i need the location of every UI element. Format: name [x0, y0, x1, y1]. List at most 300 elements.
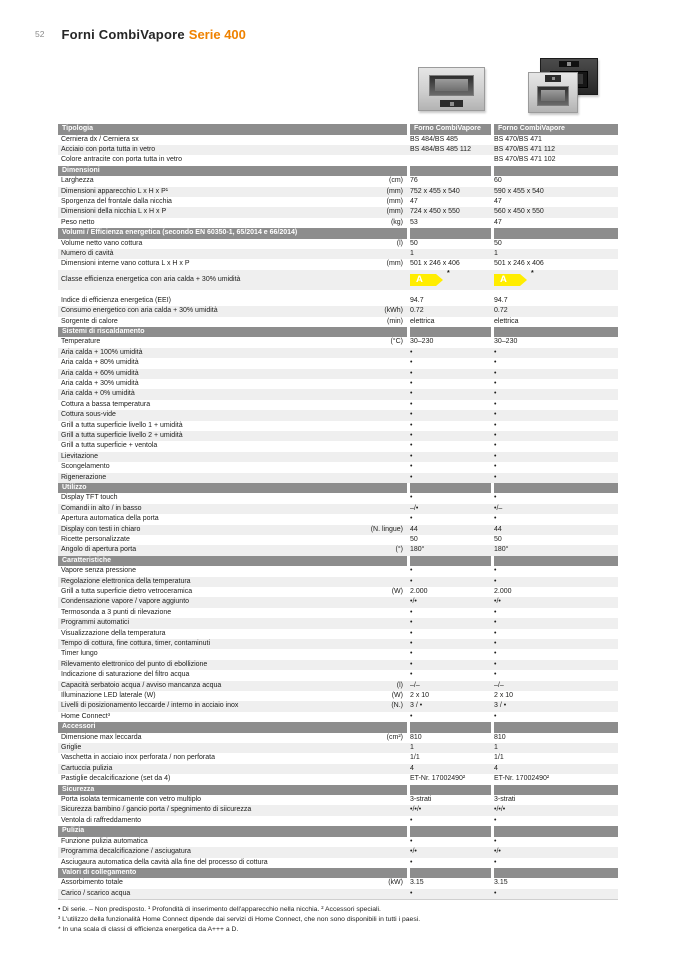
spec-table: [58, 124, 618, 900]
spec-row: [58, 379, 618, 389]
spec-row: [58, 218, 618, 228]
spec-value-2: 94.7: [494, 296, 508, 304]
spec-value-2: BS 470/BS 471 112: [494, 145, 555, 153]
spec-value-1: 180°: [410, 546, 425, 554]
oven-control-panel: [559, 61, 578, 67]
spec-unit: (mm): [386, 260, 403, 268]
spec-label: Livelli di posizionamento leccarde / interno in acciaio inox: [61, 702, 239, 710]
spec-value-2: –/–: [494, 681, 504, 689]
spec-row: [58, 337, 618, 347]
spec-row: [58, 535, 618, 545]
spec-row: [58, 493, 618, 503]
column-header: [494, 327, 618, 338]
spec-label: Grill a tutta superficie dietro vetroceramica: [61, 588, 193, 596]
spec-row: [58, 878, 618, 888]
spec-value-1: •: [410, 837, 413, 845]
spec-row: [58, 545, 618, 555]
spec-unit: [344, 816, 407, 826]
spec-value-2: 1: [494, 744, 498, 752]
spec-value-1: •: [410, 889, 413, 897]
spec-value-1: •: [410, 816, 413, 824]
spec-unit: [344, 358, 407, 368]
spec-value-2: •: [494, 463, 497, 471]
spec-row: [58, 691, 618, 701]
spec-value-1: •: [410, 442, 413, 450]
column-header: [410, 228, 491, 239]
spec-value-1: 50: [410, 239, 418, 247]
table-bottom-rule: [58, 899, 618, 900]
spec-unit: (°): [395, 546, 403, 554]
spec-value-2: elettrica: [494, 317, 519, 325]
column-header: [494, 868, 618, 879]
spec-value-1: •: [410, 712, 413, 720]
spec-unit: [344, 504, 407, 514]
section-title: Utilizzo: [58, 483, 407, 494]
spec-value-1: –/–: [410, 681, 420, 689]
spec-value-1: –/•: [410, 504, 419, 512]
column-header: [494, 556, 618, 567]
spec-unit: (l): [396, 239, 403, 247]
spec-unit: (N.): [391, 702, 403, 710]
spec-value-1: •: [410, 650, 413, 658]
spec-row: [58, 155, 618, 165]
spec-value-1: •: [410, 858, 413, 866]
spec-value-2: •: [494, 816, 497, 824]
column-header: [410, 868, 491, 879]
spec-row: [58, 473, 618, 483]
energy-class-letter: A: [500, 273, 507, 285]
spec-value-1: •: [410, 390, 413, 398]
column-header: [410, 785, 491, 796]
spec-row: [58, 197, 618, 207]
spec-label: Pastiglie decalcificazione (set da 4): [61, 775, 171, 783]
section-header-pulizia: [58, 826, 618, 837]
spec-unit: [344, 493, 407, 503]
oven-control-panel: [545, 75, 561, 82]
product-photos: [400, 55, 620, 117]
spec-value-1: •: [410, 369, 413, 377]
column-header: [410, 483, 491, 494]
spec-label: Cartuccia pulizia: [61, 764, 113, 772]
section-title: Sistemi di riscaldamento: [58, 327, 407, 338]
spec-unit: [344, 618, 407, 628]
spec-row: [58, 618, 618, 628]
spec-value-2: 60: [494, 177, 502, 185]
spec-row: [58, 239, 618, 249]
spec-unit: [344, 805, 407, 815]
spec-unit: (kg): [390, 218, 403, 226]
spec-row: [58, 774, 618, 784]
spec-label: Dimensioni interne vano cottura L x H x P: [61, 260, 190, 268]
spec-row: [58, 587, 618, 597]
section-header-accessori: [58, 722, 618, 733]
spec-label: Illuminazione LED laterale (W): [61, 691, 156, 699]
spec-value-1: •/•: [410, 598, 417, 606]
spec-label: Funzione pulizia automatica: [61, 837, 148, 845]
spec-row: [58, 358, 618, 368]
spec-label: Display TFT touch: [61, 494, 118, 502]
spec-value-1: 2 x 10: [410, 691, 430, 699]
spec-unit: [344, 847, 407, 857]
section-title: Tipologia: [58, 124, 407, 135]
spec-label: Capacità serbatoio acqua / avviso mancanza acqua: [61, 681, 222, 689]
spec-row: [58, 452, 618, 462]
spec-value-1: •: [410, 577, 413, 585]
spec-label: Aria calda + 0% umidità: [61, 390, 135, 398]
spec-row: [58, 816, 618, 826]
spec-row: [58, 369, 618, 379]
spec-value-2: •: [494, 421, 497, 429]
spec-row: [58, 462, 618, 472]
spec-value-1: •: [410, 660, 413, 668]
spec-unit: (W): [391, 588, 403, 596]
spec-value-2: •: [494, 411, 497, 419]
spec-unit: [344, 889, 407, 899]
column-header: [410, 826, 491, 837]
spec-label: Vaschetta in acciaio inox perforata / non perforata: [61, 754, 215, 762]
spec-row: [58, 670, 618, 680]
spec-unit: (cm²): [386, 733, 403, 741]
column-header: [494, 722, 618, 733]
spec-value-1: •: [410, 494, 413, 502]
spec-row: [58, 306, 618, 316]
spec-value-2: •: [494, 494, 497, 502]
spec-unit: [344, 421, 407, 431]
spec-value-1: •/•/•: [410, 806, 422, 814]
spec-value-2: •: [494, 629, 497, 637]
spec-row: [58, 889, 618, 899]
spec-value-2: BS 470/BS 471 102: [494, 156, 556, 164]
spec-unit: [344, 577, 407, 587]
energy-class-letter: A: [416, 273, 423, 285]
spec-label: Condensazione vapore / vapore aggiunto: [61, 598, 190, 606]
spec-row: [58, 317, 618, 327]
spec-row: [58, 733, 618, 743]
spec-value-2: 44: [494, 525, 502, 533]
section-title: Caratteristiche: [58, 556, 407, 567]
spec-value-1: •: [410, 515, 413, 523]
spec-value-1: 47: [410, 197, 418, 205]
spec-label: Aria calda + 80% umidità: [61, 359, 139, 367]
spec-row: [58, 400, 618, 410]
spec-unit: [344, 135, 407, 145]
spec-value-2: •: [494, 712, 497, 720]
spec-value-2: •: [494, 380, 497, 388]
spec-unit: [344, 639, 407, 649]
spec-value-2: [491, 269, 618, 286]
spec-value-2: •: [494, 400, 497, 408]
spec-value-1: 0.72: [410, 307, 424, 315]
spec-unit: [344, 462, 407, 472]
spec-row: [58, 837, 618, 847]
spec-unit: [344, 858, 407, 868]
spec-value-1: 53: [410, 218, 418, 226]
section-title: Valori di collegamento: [58, 868, 407, 879]
column-header: [494, 166, 618, 177]
spec-label: Numero di cavità: [61, 250, 114, 258]
spec-value-2: •/•: [494, 848, 501, 856]
spec-unit: [344, 400, 407, 410]
spec-value-1: 3.15: [410, 879, 424, 887]
spec-unit: [344, 660, 407, 670]
spec-unit: [344, 774, 407, 784]
spec-value-2: •: [494, 515, 497, 523]
spec-value-1: •: [410, 463, 413, 471]
spec-row: [58, 259, 618, 269]
spec-value-1: •: [410, 640, 413, 648]
spec-unit: (mm): [386, 208, 403, 216]
spec-label: Porta isolata termicamente con vetro multiplo: [61, 796, 202, 804]
spec-unit: (mm): [386, 197, 403, 205]
spec-row: [58, 207, 618, 217]
spec-value-1: BS 484/BS 485 112: [410, 145, 471, 153]
spec-label: Scongelamento: [61, 463, 110, 471]
page-number: 52: [35, 29, 45, 39]
energy-note-mark: *: [447, 269, 450, 277]
spec-value-1: 4: [410, 764, 414, 772]
spec-value-1: 1/1: [410, 754, 420, 762]
spec-value-2: •: [494, 660, 497, 668]
spec-row: [58, 410, 618, 420]
spec-label: Colore antracite con porta tutta in vetro: [61, 156, 183, 164]
spec-label: Grill a tutta superficie livello 2 + umidità: [61, 431, 183, 439]
spec-value-2: ET-Nr. 17002490²: [494, 775, 550, 783]
spec-row: [58, 577, 618, 587]
spec-unit: [344, 441, 407, 451]
spec-value-1: •: [410, 359, 413, 367]
spec-row: [58, 270, 618, 290]
section-header-dimensioni: [58, 166, 618, 177]
spec-value-1: •: [410, 411, 413, 419]
footnote-line: * In una scala di classi di efficienza energetica da A+++ a D.: [58, 926, 239, 933]
spec-label: Ventola di raffreddamento: [61, 816, 142, 824]
spec-unit: [344, 514, 407, 524]
spec-label: Tempo di cottura, fine cottura, timer, contaminuti: [61, 640, 211, 648]
spec-value-2: 2 x 10: [494, 691, 514, 699]
spec-label: Asciugaura automatica della cavità alla fine del processo di cottura: [61, 858, 268, 866]
spec-value-1: •: [410, 421, 413, 429]
spec-unit: [344, 712, 407, 722]
spec-value-2: •: [494, 390, 497, 398]
spec-value-1: [407, 269, 491, 286]
column-header: [410, 722, 491, 733]
spec-unit: [344, 249, 407, 259]
column-header: [494, 785, 618, 796]
spec-label: Angolo di apertura porta: [61, 546, 137, 554]
spec-row: [58, 348, 618, 358]
spec-value-1: 1: [410, 250, 414, 258]
spec-row: [58, 764, 618, 774]
page-header: [35, 26, 246, 44]
spec-row: [58, 514, 618, 524]
spec-value-2: •: [494, 348, 497, 356]
spec-label: Rigenerazione: [61, 473, 107, 481]
spec-value-2: 501 x 246 x 406: [494, 260, 544, 268]
spec-unit: [344, 535, 407, 545]
spec-unit: [344, 597, 407, 607]
spec-value-1: •: [410, 671, 413, 679]
spec-label: Indicazione di saturazione del filtro acqua: [61, 671, 190, 679]
spec-label: Comandi in alto / in basso: [61, 504, 142, 512]
spec-unit: [344, 155, 407, 165]
spec-label: Regolazione elettronica della temperatura: [61, 577, 191, 585]
spec-value-2: •: [494, 431, 497, 439]
spec-value-1: 50: [410, 536, 418, 543]
spec-value-2: •: [494, 567, 497, 575]
column-header: [494, 483, 618, 494]
section-title: Volumi / Efficienza energetica (secondo EN 60350-1, 65/2014 e 66/2014): [58, 228, 407, 239]
section-header-volumi-efficienza-energetica: [58, 228, 618, 239]
energy-class-badge: [494, 269, 534, 286]
product-photo-bs470-steel-oven: [528, 72, 578, 113]
spec-value-1: 3 / •: [410, 702, 423, 710]
spec-value-1: •: [410, 348, 413, 356]
section-title: Dimensioni: [58, 166, 407, 177]
oven-door-glass: [429, 75, 473, 96]
spec-label: Visualizzazione della temperatura: [61, 629, 166, 637]
spec-unit: [344, 431, 407, 441]
spec-value-2: •/•: [494, 598, 501, 606]
spec-label: Assorbimento totale: [61, 879, 123, 887]
spec-unit: [344, 837, 407, 847]
spec-value-1: 30–230: [410, 338, 434, 346]
spec-value-1: ET-Nr. 17002490²: [410, 775, 466, 783]
spec-unit: [344, 753, 407, 763]
section-header-sistemi-di-riscaldamento: [58, 327, 618, 338]
spec-row: [58, 858, 618, 868]
spec-label: Cottura sous-vide: [61, 411, 116, 419]
spec-label: Aria calda + 60% umidità: [61, 369, 139, 377]
spec-unit: [344, 296, 407, 306]
spec-unit: [344, 743, 407, 753]
spec-row: [58, 135, 618, 145]
spec-value-2: 810: [494, 733, 506, 741]
spec-label: Larghezza: [61, 177, 94, 185]
spec-value-1: 1: [410, 744, 414, 752]
spec-row: [58, 847, 618, 857]
page-title-series: Serie 400: [188, 27, 246, 42]
oven-control-panel: [440, 100, 462, 107]
spec-row: [58, 712, 618, 722]
spec-row: [58, 187, 618, 197]
spec-value-1: BS 484/BS 485: [410, 135, 458, 143]
energy-note-mark: *: [531, 269, 534, 277]
spec-unit: [344, 452, 407, 462]
spec-unit: [344, 629, 407, 639]
spec-row: [58, 701, 618, 711]
spec-label: Lievitazione: [61, 452, 98, 460]
spec-value-2: 3.15: [494, 879, 508, 887]
spec-value-1: •: [410, 380, 413, 388]
spec-label: Indice di efficienza energetica (EEI): [61, 296, 171, 304]
spec-label: Ricette personalizzate: [61, 536, 130, 543]
spec-label: Cerniera dx / Cerniera sx: [61, 135, 139, 143]
spec-value-2: •: [494, 619, 497, 627]
spec-unit: [344, 649, 407, 659]
spec-row: [58, 639, 618, 649]
spec-value-2: 1/1: [494, 754, 504, 762]
spec-unit: [344, 566, 407, 576]
spec-label: Volume netto vano cottura: [61, 239, 143, 247]
spec-label: Griglie: [61, 744, 82, 752]
spec-row: [58, 389, 618, 399]
spec-row: [58, 649, 618, 659]
page-title: Forni CombiVapore: [61, 27, 185, 42]
spec-value-1: •: [410, 619, 413, 627]
spec-label: Carico / scarico acqua: [61, 889, 131, 897]
spec-value-2: 47: [494, 218, 502, 226]
spec-value-1: •: [410, 400, 413, 408]
column-header: [410, 166, 491, 177]
spec-value-2: 47: [494, 197, 502, 205]
spec-unit: [344, 369, 407, 379]
spec-value-1: 76: [410, 177, 418, 185]
spec-value-2: 3 / •: [494, 702, 507, 710]
spec-value-2: 1: [494, 250, 498, 258]
section-header-caratteristiche: [58, 556, 618, 567]
spec-label: Aria calda + 100% umidità: [61, 348, 143, 356]
section-header-tipologia: [58, 124, 618, 135]
spec-value-2: •: [494, 608, 497, 616]
spec-value-2: 0.72: [494, 307, 508, 315]
section-title: Sicurezza: [58, 785, 407, 796]
spec-unit: (°C): [390, 338, 403, 346]
spec-value-2: •: [494, 640, 497, 648]
spec-value-2: 3-strati: [494, 796, 516, 804]
spec-value-1: 810: [410, 733, 422, 741]
spec-unit: (l): [396, 681, 403, 689]
spec-value-2: •: [494, 452, 497, 460]
spec-row: [58, 629, 618, 639]
spec-label: Grill a tutta superficie livello 1 + umidità: [61, 421, 183, 429]
spec-row: [58, 176, 618, 186]
section-title: Accessori: [58, 722, 407, 733]
spec-value-2: •: [494, 671, 497, 679]
spec-label: Termosonda a 3 punti di rilevazione: [61, 608, 172, 616]
spec-unit: [344, 410, 407, 420]
section-header-valori-di-collegamento: [58, 868, 618, 879]
spec-value-1: •/•: [410, 848, 417, 856]
spec-label: Display con testi in chiaro: [61, 525, 141, 533]
spec-label: Dimensione max leccarda: [61, 733, 142, 741]
spec-row: [58, 431, 618, 441]
column-header: Forno CombiVapore: [410, 124, 491, 135]
energy-class-badge: [410, 269, 450, 286]
spec-value-2: •: [494, 473, 497, 481]
spec-value-1: •: [410, 567, 413, 575]
spec-value-2: •: [494, 858, 497, 866]
spec-unit: [344, 379, 407, 389]
spec-row: [58, 566, 618, 576]
spec-value-2: •/•/•: [494, 806, 506, 814]
spec-label: Dimensioni apparecchio L x H x P¹: [61, 187, 169, 195]
spec-value-2: •: [494, 889, 497, 897]
spec-label: Consumo energetico con aria calda + 30% umidità: [61, 307, 218, 315]
spec-value-1: •: [410, 431, 413, 439]
spec-unit: (min): [387, 317, 403, 325]
spec-label: Grill a tutta superficie + ventola: [61, 442, 158, 450]
spec-label: Classe efficienza energetica con aria calda + 30% umidità: [61, 275, 241, 283]
spec-unit: (N. lingue): [370, 525, 403, 533]
spec-label: Home Connect³: [61, 712, 111, 720]
spec-unit: [344, 608, 407, 618]
spec-row: [58, 743, 618, 753]
spec-unit: (W): [391, 691, 403, 699]
spec-label: Vapore senza pressione: [61, 567, 136, 575]
footnote-line: ³ L'utilizzo della funzionalità Home Connect dipende dai servizi di Home Connect, che non sono disponibili in tutti i paesi.: [58, 916, 421, 923]
spec-value-2: BS 470/BS 471: [494, 135, 542, 143]
spec-value-2: 560 x 450 x 550: [494, 208, 544, 216]
